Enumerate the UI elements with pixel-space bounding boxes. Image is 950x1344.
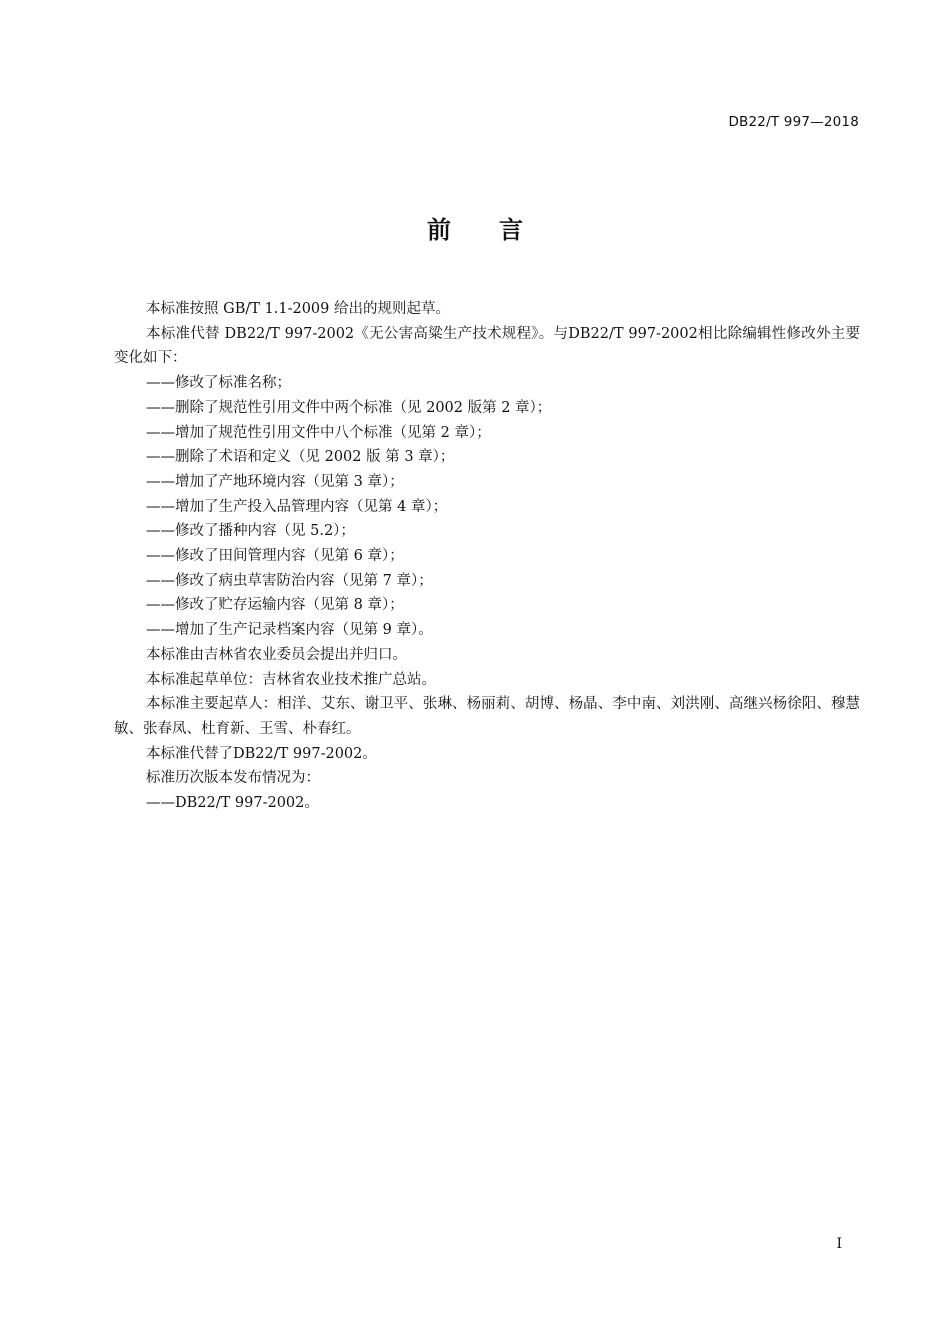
title-char-1: 前 bbox=[427, 216, 451, 244]
change-item: ——修改了播种内容（见 5.2）； bbox=[146, 523, 355, 540]
history-item: ——DB22/T 997-2002。 bbox=[146, 795, 319, 812]
paragraph-drafters: 本标准主要起草人：相洋、艾东、谢卫平、张琳、杨丽莉、胡博、杨晶、李中南、刘洪刚、高继兴杨徐阳、穆慧敏、张春凤、杜育新、王雪、朴春红。 bbox=[114, 696, 860, 737]
change-item: ——增加了规范性引用文件中八个标准（见第 2 章）； bbox=[146, 424, 491, 441]
paragraph-drafting-unit: 本标准起草单位：吉林省农业技术推广总站。 bbox=[146, 671, 436, 688]
paragraph-replaces: 本标准代替 DB22/T 997-2002《无公害高粱生产技术规程》。与DB22/T 997-2002相比除编辑性修改外主要变化如下： bbox=[114, 325, 860, 367]
change-item: ——删除了术语和定义（见 2002 版 第 3 章）； bbox=[146, 449, 455, 466]
preface-body bbox=[114, 297, 860, 816]
change-item: ——修改了田间管理内容（见第 6 章）； bbox=[146, 548, 404, 565]
page-title bbox=[0, 210, 950, 245]
paragraph-supersedes: 本标准代替了DB22/T 997-2002。 bbox=[146, 745, 377, 762]
paragraph-drafting-rules: 本标准按照 GB/T 1.1-2009 给出的规则起草。 bbox=[146, 301, 450, 317]
change-item: ——修改了贮存运输内容（见第 8 章）； bbox=[146, 597, 404, 614]
title-char-2: 言 bbox=[499, 216, 523, 244]
paragraph-history-heading: 标准历次版本发布情况为： bbox=[146, 770, 320, 787]
change-item: ——删除了规范性引用文件中两个标准（见 2002 版第 2 章）； bbox=[146, 399, 552, 416]
change-item: ——增加了产地环境内容（见第 3 章）； bbox=[146, 473, 404, 490]
page-number: I bbox=[836, 1236, 842, 1252]
document-code: DB22/T 997—2018 bbox=[728, 114, 859, 130]
change-item: ——修改了标准名称； bbox=[146, 375, 291, 392]
paragraph-proposer: 本标准由吉林省农业委员会提出并归口。 bbox=[146, 646, 407, 663]
change-item: ——修改了病虫草害防治内容（见第 7 章）； bbox=[146, 572, 433, 589]
change-item: ——增加了生产投入品管理内容（见第 4 章）； bbox=[146, 498, 448, 515]
change-item: ——增加了生产记录档案内容（见第 9 章）。 bbox=[146, 622, 433, 639]
